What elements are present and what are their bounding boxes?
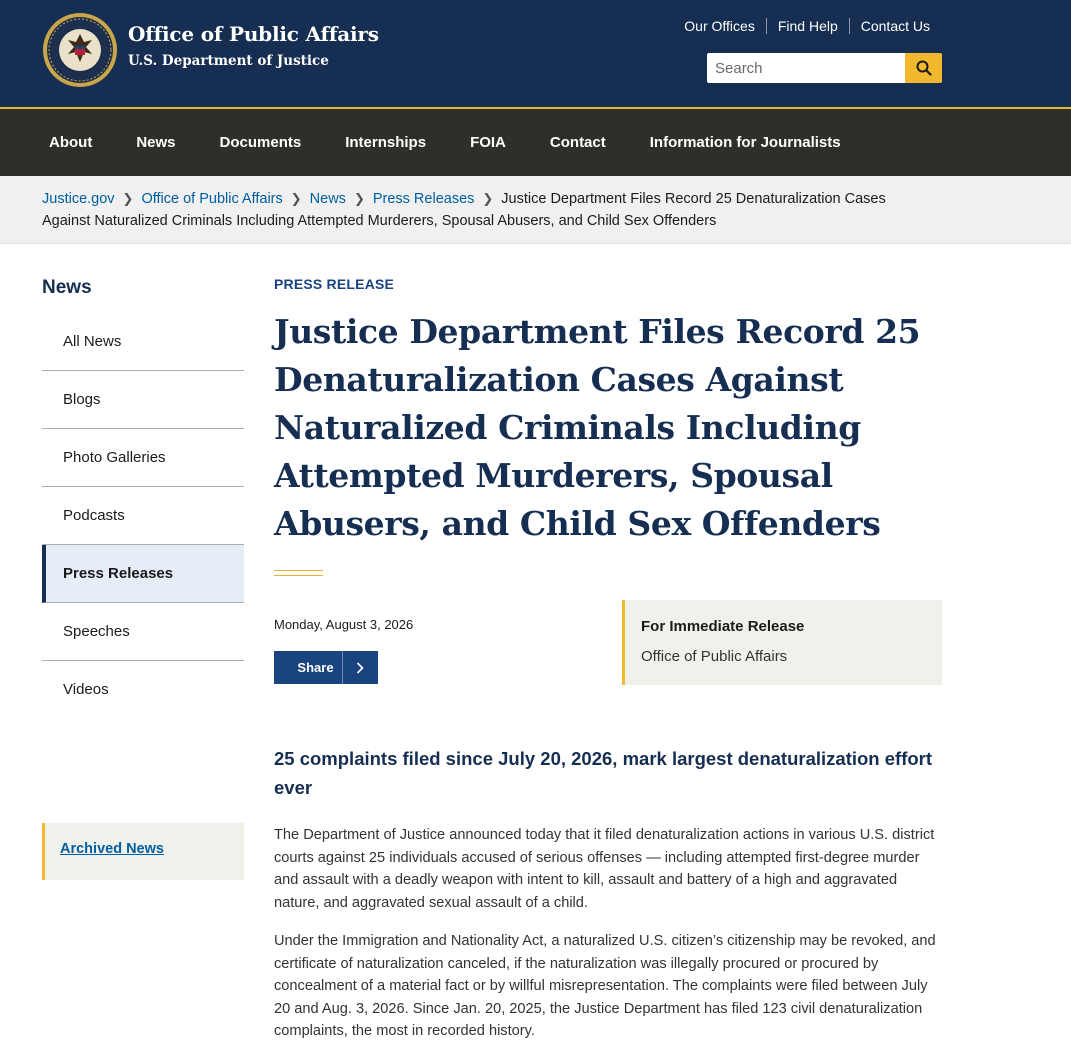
- site-subtitle: U.S. Department of Justice: [128, 53, 329, 69]
- sidebar-item-podcasts[interactable]: Podcasts: [42, 487, 244, 545]
- utility-nav: [673, 18, 941, 34]
- our-offices-link[interactable]: Our Offices: [684, 18, 755, 34]
- breadcrumb-news[interactable]: News: [309, 191, 346, 207]
- breadcrumb-justice-gov[interactable]: Justice.gov: [42, 191, 115, 207]
- article-subhead: 25 complaints filed since July 20, 2026, mark largest denaturalization effort ever: [274, 748, 933, 798]
- archived-news-link[interactable]: Archived News: [60, 841, 164, 857]
- release-info-box: [622, 600, 942, 685]
- article-headline: Justice Department Files Record 25 Denaturalization Cases Against Naturalized Criminals Including Attempted Murderers, Spousal Abusers, and Child Sex Offenders: [274, 312, 921, 543]
- release-source: Office of Public Affairs: [641, 648, 788, 665]
- search-icon: [916, 60, 932, 76]
- find-help-link[interactable]: Find Help: [766, 18, 849, 34]
- chevron-right-icon: ❯: [353, 191, 365, 206]
- nav-information-for-journalists[interactable]: Information for Journalists: [649, 134, 841, 151]
- headline-divider: [274, 570, 323, 576]
- breadcrumb-office-of-public-affairs[interactable]: Office of Public Affairs: [141, 191, 283, 207]
- sidebar-item-blogs[interactable]: Blogs: [42, 371, 244, 429]
- nav-about[interactable]: About: [49, 134, 93, 151]
- doj-seal-icon[interactable]: [42, 12, 118, 88]
- article-paragraph: Under the Immigration and Nationality Act, a naturalized U.S. citizen’s citizenship may be revoked, and certificate of naturalization canceled, if the naturalization was illegally procured or procured by concealment of a material fact or by willful misrepresentation. The complaints were filed between July 20 and Aug. 3, 2026. Since Jan. 20, 2025, the Justice Department has filed 123 civil denaturalization complaints, the most in recorded history.: [274, 933, 936, 1040]
- share-button[interactable]: [274, 651, 378, 684]
- chevron-right-icon: ❯: [290, 191, 302, 206]
- article-paragraph: The Department of Justice announced today that it filed denaturalization actions in various U.S. district courts against 25 individuals accused of serious offenses — including attempted first-degree murder and assault with a deadly weapon with intent to kill, assault and battery of a high and aggravated nature, and aggravated sexual assault of a child.: [274, 827, 935, 911]
- nav-internships[interactable]: Internships: [345, 134, 427, 151]
- sidebar-title: News: [42, 277, 92, 298]
- site-header: [0, 0, 1071, 109]
- nav-documents[interactable]: Documents: [219, 134, 302, 151]
- archived-news-box: [42, 823, 244, 880]
- sidebar-item-all-news[interactable]: All News: [42, 313, 244, 371]
- search-button[interactable]: [905, 53, 942, 83]
- sidebar-item-press-releases[interactable]: Press Releases: [42, 545, 244, 603]
- article-date: Monday, August 3, 2026: [274, 617, 414, 632]
- sidebar-item-speeches[interactable]: Speeches: [42, 603, 244, 661]
- search-form: [707, 53, 942, 83]
- nav-contact[interactable]: Contact: [549, 134, 606, 151]
- sidebar-item-videos[interactable]: Videos: [63, 681, 109, 698]
- article-type-label: PRESS RELEASE: [274, 276, 395, 292]
- sidebar-nav: [42, 313, 244, 719]
- main-nav: [0, 109, 1071, 176]
- nav-news[interactable]: News: [136, 134, 176, 151]
- nav-foia[interactable]: FOIA: [470, 134, 506, 151]
- chevron-right-icon: [342, 651, 377, 684]
- breadcrumb: [42, 188, 922, 232]
- site-title[interactable]: Office of Public Affairs: [128, 22, 379, 46]
- breadcrumb-press-releases[interactable]: Press Releases: [372, 191, 475, 207]
- breadcrumb-bar: [0, 176, 1071, 244]
- release-type: For Immediate Release: [641, 618, 805, 635]
- chevron-right-icon: ❯: [482, 191, 494, 206]
- sidebar-item-photo-galleries[interactable]: Photo Galleries: [42, 429, 244, 487]
- share-label: Share: [297, 660, 334, 675]
- breadcrumb-current: Justice Department Files Record 25 Denaturalization Cases Against Naturalized Criminals Including Attempted Murderers, Spousal Abusers, and Child Sex Offenders: [42, 191, 886, 229]
- search-input[interactable]: [707, 53, 905, 83]
- contact-us-link[interactable]: Contact Us: [849, 18, 941, 34]
- chevron-right-icon: ❯: [122, 191, 134, 206]
